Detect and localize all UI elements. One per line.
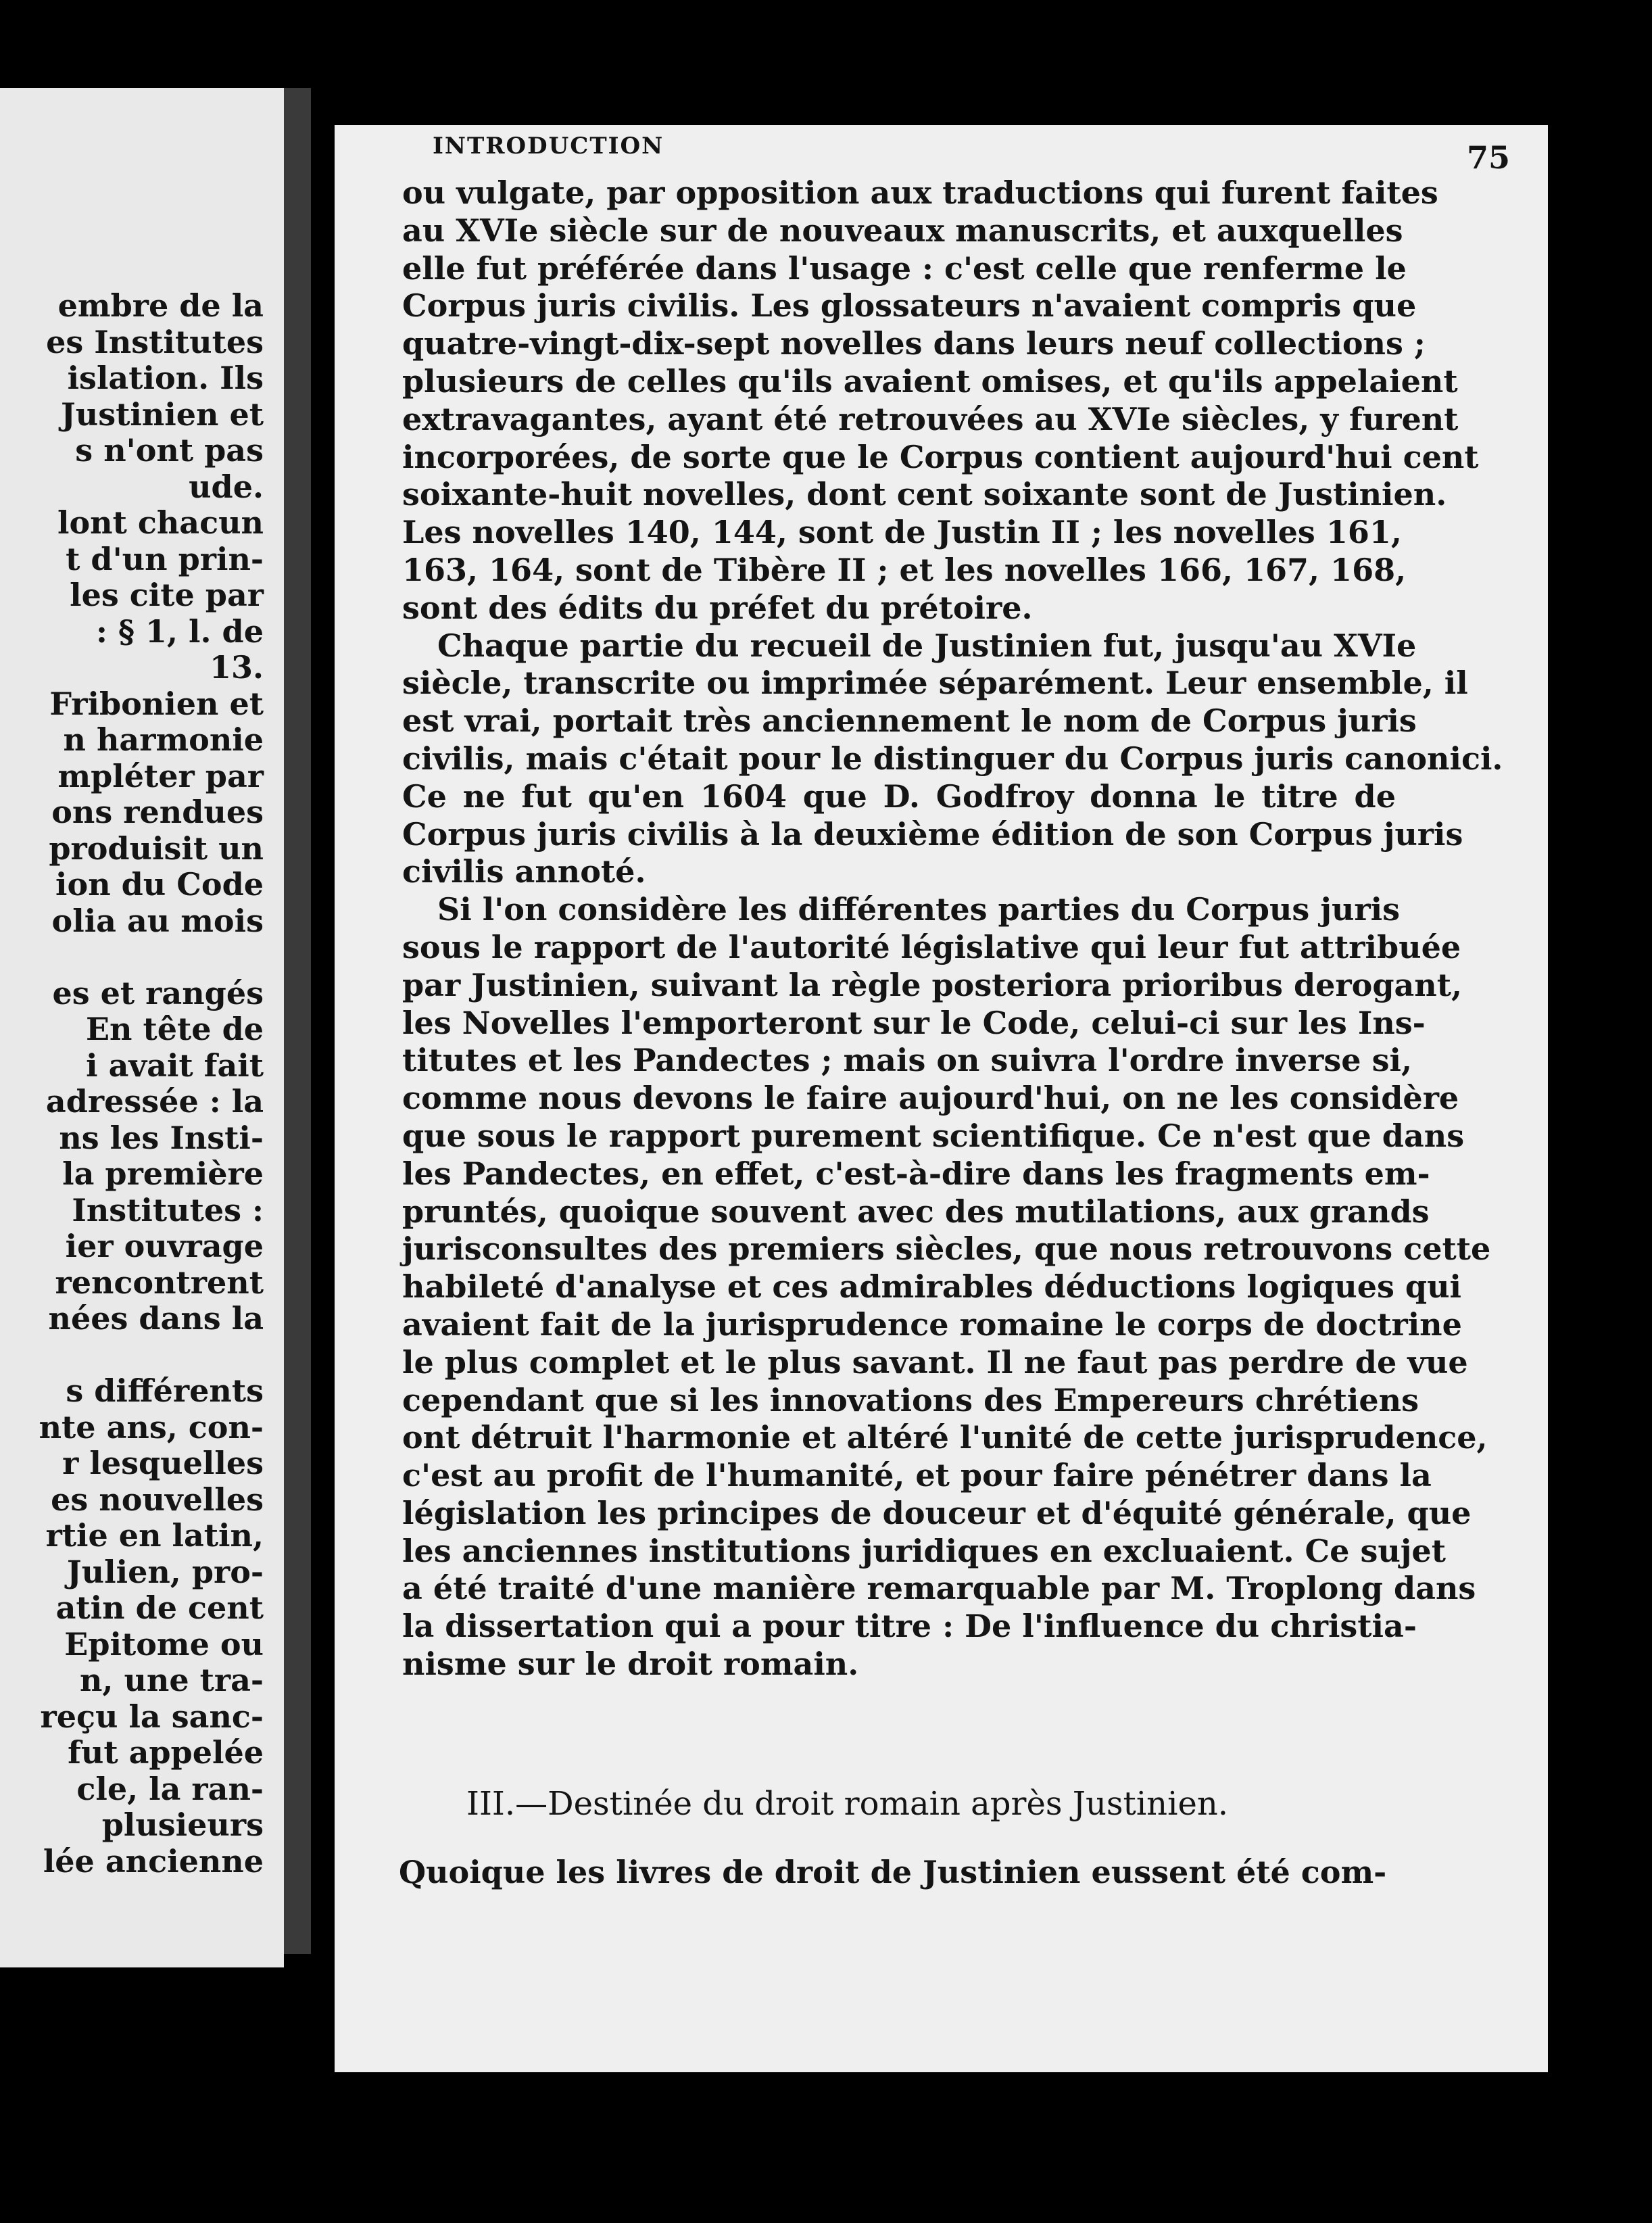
text-line: la dissertation qui a pour titre : De l'influence du christia- — [402, 1608, 1417, 1645]
left-page-line: es nouvelles — [51, 1481, 264, 1518]
left-page-line: nées dans la — [48, 1300, 264, 1337]
text-line: que sous le rapport purement scientifique. Ce n'est que dans — [402, 1117, 1465, 1154]
text-line: elle fut préférée dans l'usage : c'est celle que renferme le — [402, 249, 1407, 287]
text-line: quatre-vingt-dix-sept novelles dans leurs neuf collections ; — [402, 325, 1426, 362]
text-line: Corpus juris civilis à la deuxième édition de son Corpus juris — [402, 815, 1463, 853]
text-line: Corpus juris civilis. Les glossateurs n'avaient compris que — [402, 287, 1417, 325]
left-page-line: 13. — [209, 649, 264, 686]
left-page-line: embre de la — [57, 287, 264, 324]
text-line: au XVIe siècle sur de nouveaux manuscrits, et auxquelles — [402, 212, 1403, 249]
left-page-line: r lesquelles — [62, 1445, 264, 1481]
left-page-line: rencontrent — [55, 1264, 264, 1301]
left-page-line: islation. Ils — [67, 360, 264, 396]
text-line: législation les principes de douceur et d'équité générale, que — [402, 1494, 1472, 1531]
left-page-line: i avait fait — [86, 1047, 264, 1084]
text-line: a été traité d'une manière remarquable par M. Troplong dans — [402, 1570, 1476, 1607]
left-page-line: Institutes : — [72, 1191, 264, 1228]
left-page-line: n, une tra- — [79, 1662, 264, 1698]
paragraph — [402, 891, 1491, 1683]
left-page-line: Justinien et — [61, 396, 264, 433]
left-page-line: : § 1, l. de — [95, 613, 264, 650]
left-page-line: s différents — [66, 1372, 264, 1409]
left-page-line: mpléter par — [57, 757, 264, 794]
text-line: est vrai, portait très anciennement le nom de Corpus juris — [402, 702, 1417, 740]
left-page-line: ons rendues — [51, 794, 264, 830]
text-line: Ce ne fut qu'en 1604 que D. Godfroy donna le titre de — [402, 778, 1396, 815]
section-heading: III.—Destinée du droit romain après Justinien. — [466, 1785, 1229, 1823]
paragraph — [402, 627, 1503, 892]
text-line: avaient fait de la jurisprudence romaine le corps de doctrine — [402, 1306, 1462, 1343]
text-line: sous le rapport de l'autorité législative qui leur fut attribuée — [402, 928, 1461, 965]
text-line: ou vulgate, par opposition aux traductions qui furent faites — [402, 174, 1438, 211]
left-page-line: s n'ont pas — [75, 432, 264, 469]
text-line: civilis, mais c'était pour le distinguer du Corpus juris canonici. — [402, 740, 1503, 777]
left-page-line: t d'un prin- — [66, 540, 264, 577]
left-page-line: En tête de — [86, 1011, 264, 1047]
text-line: nisme sur le droit romain. — [402, 1646, 859, 1683]
left-page-line — [39, 1337, 264, 1374]
book-spine — [284, 88, 311, 1954]
left-page-line: Epitome ou — [64, 1625, 264, 1663]
left-page-line: es et rangés — [52, 974, 264, 1011]
left-page-line: la première — [62, 1155, 264, 1192]
text-line: Les novelles 140, 144, sont de Justin II ; les novelles 161, — [402, 514, 1402, 551]
left-page-line: adressée : la — [45, 1083, 264, 1120]
text-line: extravagantes, ayant été retrouvées au XVIe siècles, y furent — [402, 400, 1459, 437]
left-page-line: Fribonien et — [49, 685, 264, 722]
running-head: INTRODUCTION — [433, 133, 664, 160]
left-page-line: nte ans, con- — [39, 1408, 264, 1445]
left-page-line: ude. — [189, 468, 264, 505]
left-page-line: olia au mois — [51, 902, 264, 939]
text-line: les anciennes institutions juridiques en excluaient. Ce sujet — [402, 1532, 1446, 1569]
page-number: 75 — [1466, 139, 1510, 176]
left-page-line: fut appelée — [68, 1734, 264, 1771]
text-line: soixante-huit novelles, dont cent soixante sont de Justinien. — [402, 476, 1447, 513]
text-line: pruntés, quoique souvent avec des mutilations, aux grands — [402, 1193, 1430, 1230]
left-page-line: cle, la ran- — [76, 1770, 264, 1807]
left-page-line: ion du Code — [55, 866, 264, 903]
left-page-line — [39, 939, 264, 976]
left-page-line: lont chacun — [57, 504, 264, 541]
text-line: Chaque partie du recueil de Justinien fut, jusqu'au XVIe — [437, 627, 1417, 664]
paragraph — [402, 174, 1479, 627]
text-line: ont détruit l'harmonie et altéré l'unité de cette jurisprudence, — [402, 1419, 1488, 1456]
text-line: comme nous devons le faire aujourd'hui, on ne les considère — [402, 1080, 1459, 1117]
text-line: Si l'on considère les différentes parties du Corpus juris — [437, 891, 1401, 928]
left-page-line: reçu la sanc- — [40, 1698, 264, 1735]
left-page-line: rtie en latin, — [45, 1517, 264, 1554]
next-paragraph-line: Quoique les livres de droit de Justinien eussent été com- — [399, 1854, 1387, 1890]
text-line: jurisconsultes des premiers siècles, que nous retrouvons cette — [402, 1230, 1491, 1268]
text-line: habileté d'analyse et ces admirables déductions logiques qui — [402, 1268, 1462, 1306]
text-line: plusieurs de celles qu'ils avaient omises, et qu'ils appelaient — [402, 362, 1458, 400]
left-page-line: atin de cent — [55, 1589, 264, 1626]
left-page-text — [39, 288, 264, 1880]
text-line: 163, 164, sont de Tibère II ; et les novelles 166, 167, 168, — [402, 551, 1407, 588]
text-line: les Pandectes, en effet, c'est-à-dire dans les fragments em- — [402, 1155, 1430, 1192]
left-page-line: es Institutes — [46, 323, 264, 360]
left-page-line: n harmonie — [63, 721, 264, 758]
text-line: les Novelles l'emporteront sur le Code, celui-ci sur les Ins- — [402, 1004, 1426, 1041]
text-line: par Justinien, suivant la règle posteriora prioribus derogant, — [402, 966, 1462, 1003]
body-text — [402, 174, 1503, 1683]
left-page-line: produisit un — [49, 830, 264, 867]
text-line: civilis annoté. — [402, 853, 646, 890]
text-line: c'est au profit de l'humanité, et pour faire pénétrer dans la — [402, 1457, 1432, 1494]
text-line: sont des édits du préfet du prétoire. — [402, 589, 1033, 626]
left-page-line: les cite par — [70, 577, 264, 613]
left-page-line: plusieurs — [101, 1807, 264, 1843]
text-line: le plus complet et le plus savant. Il ne faut pas perdre de vue — [402, 1343, 1468, 1381]
text-line: cependant que si les innovations des Empereurs chrétiens — [402, 1381, 1419, 1418]
text-line: siècle, transcrite ou imprimée séparément. Leur ensemble, il — [402, 665, 1468, 702]
left-page-line: lée ancienne — [43, 1842, 264, 1880]
left-page-line: ier ouvrage — [65, 1228, 264, 1264]
left-page — [0, 88, 284, 1967]
text-line: incorporées, de sorte que le Corpus contient aujourd'hui cent — [402, 438, 1479, 475]
left-page-line: Julien, pro- — [66, 1553, 264, 1590]
left-page-line: ns les Insti- — [59, 1119, 264, 1156]
text-line: titutes et les Pandectes ; mais on suivra l'ordre inverse si, — [402, 1042, 1412, 1079]
